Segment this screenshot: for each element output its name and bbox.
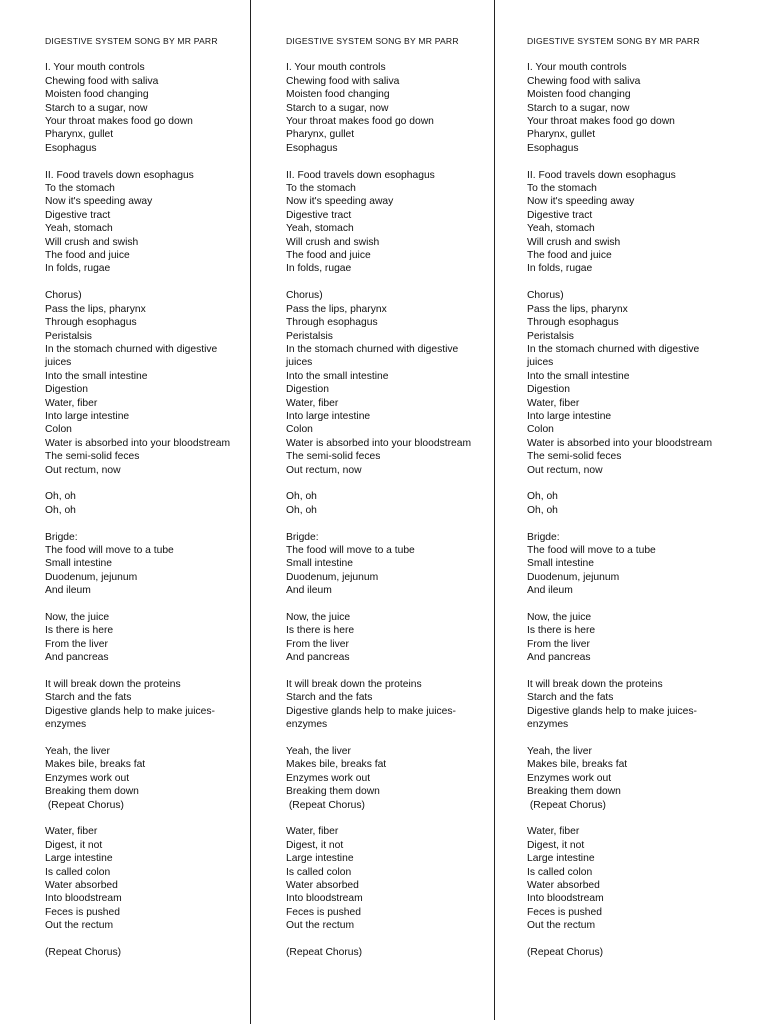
lyric-line: Peristalsis <box>286 330 333 342</box>
stanza <box>286 61 482 155</box>
lyric-line: Pharynx, gullet <box>45 129 114 141</box>
lyric-line: I. Your mouth controls <box>527 62 627 74</box>
lyric-line: (Repeat Chorus) <box>527 799 606 811</box>
stanza <box>286 825 482 932</box>
lyric-line: Is there is here <box>45 625 114 637</box>
lyric-line: Digestive glands help to make juices-enzymes <box>286 705 456 731</box>
lyric-line: Digestive tract <box>286 209 352 221</box>
lyric-line: The food will move to a tube <box>45 544 174 556</box>
lyric-line: Moisten food changing <box>527 89 631 101</box>
lyric-line: Brigde: <box>286 531 319 543</box>
lyrics-column-1 <box>45 35 241 973</box>
lyric-line: Starch to a sugar, now <box>286 102 389 114</box>
lyric-line: Now it's speeding away <box>527 196 635 208</box>
lyric-line: The semi-solid feces <box>527 451 622 463</box>
lyric-line: Colon <box>286 424 313 436</box>
lyric-line: Feces is pushed <box>45 906 120 918</box>
lyric-line: Is called colon <box>286 866 352 878</box>
lyric-line: Breaking them down <box>527 786 621 798</box>
stanza <box>286 678 482 732</box>
lyric-line: Water, fiber <box>527 397 580 409</box>
column-divider <box>494 0 495 1020</box>
lyric-line: Out the rectum <box>45 920 114 932</box>
lyric-line: Will crush and swish <box>286 236 380 248</box>
lyric-line: Into large intestine <box>527 410 612 422</box>
lyric-line: Enzymes work out <box>45 772 130 784</box>
stanza <box>286 531 482 598</box>
lyric-line: Pharynx, gullet <box>527 129 596 141</box>
lyric-line: Enzymes work out <box>286 772 371 784</box>
lyric-line: Digestive tract <box>45 209 111 221</box>
lyric-line: Duodenum, jejunum <box>527 571 620 583</box>
lyric-line: Into the small intestine <box>286 370 389 382</box>
lyric-line: (Repeat Chorus) <box>286 947 363 959</box>
lyric-line: Moisten food changing <box>45 89 149 101</box>
lyric-line: Out the rectum <box>527 920 596 932</box>
lyric-line: Will crush and swish <box>45 236 139 248</box>
lyric-line: Chorus) <box>286 290 323 302</box>
lyric-line: Is there is here <box>527 625 596 637</box>
stanza <box>286 490 482 517</box>
lyric-line: Starch to a sugar, now <box>527 102 630 114</box>
lyric-line: Into bloodstream <box>286 893 363 905</box>
lyric-line: Water is absorbed into your bloodstream <box>527 437 713 449</box>
lyric-line: Oh, oh <box>527 491 558 503</box>
lyric-line: Yeah, the liver <box>286 746 351 758</box>
lyric-line: I. Your mouth controls <box>286 62 386 74</box>
lyric-line: Digestive glands help to make juices-enzymes <box>527 705 697 731</box>
lyric-line: The food and juice <box>45 250 130 262</box>
lyric-line: Oh, oh <box>286 504 317 516</box>
lyric-line: Is there is here <box>286 625 355 637</box>
lyric-line: Into bloodstream <box>527 893 604 905</box>
stanza <box>286 611 482 665</box>
stanza <box>45 745 241 812</box>
lyric-line: Colon <box>45 424 72 436</box>
lyric-line: Will crush and swish <box>527 236 621 248</box>
lyric-line: Into the small intestine <box>527 370 630 382</box>
stanza <box>527 611 723 665</box>
lyric-line: Chewing food with saliva <box>45 75 159 87</box>
lyric-line: Yeah, stomach <box>286 223 354 235</box>
stanza <box>286 745 482 812</box>
lyric-line: Small intestine <box>45 558 112 570</box>
lyric-line: Now, the juice <box>286 611 351 623</box>
lyric-line: Into bloodstream <box>45 893 122 905</box>
lyric-line: Oh, oh <box>45 491 76 503</box>
lyric-line: Water, fiber <box>45 397 98 409</box>
lyric-line: Esophagus <box>527 142 579 154</box>
lyric-line: Moisten food changing <box>286 89 390 101</box>
lyric-line: Feces is pushed <box>527 906 602 918</box>
lyric-line: Yeah, the liver <box>527 746 592 758</box>
stanza <box>45 490 241 517</box>
lyric-line: Now it's speeding away <box>45 196 153 208</box>
stanza-list <box>45 61 241 959</box>
stanza <box>45 611 241 665</box>
lyric-line: Through esophagus <box>527 317 619 329</box>
lyric-line: Starch and the fats <box>286 692 373 704</box>
lyric-line: Makes bile, breaks fat <box>45 759 146 771</box>
document-title: DIGESTIVE SYSTEM SONG BY MR PARR <box>286 36 459 46</box>
lyric-line: Water, fiber <box>527 826 580 838</box>
lyric-line: Water, fiber <box>286 826 339 838</box>
lyric-line: II. Food travels down esophagus <box>45 169 194 181</box>
lyric-line: It will break down the proteins <box>45 679 181 690</box>
lyric-line: (Repeat Chorus) <box>45 799 124 811</box>
lyric-line: Digestion <box>527 384 570 396</box>
lyric-line: It will break down the proteins <box>286 679 422 690</box>
lyric-line: (Repeat Chorus) <box>286 799 365 811</box>
stanza <box>286 169 482 276</box>
stanza <box>45 678 241 732</box>
stanza <box>527 825 723 932</box>
lyric-line: Chewing food with saliva <box>286 75 400 87</box>
lyric-line: Now, the juice <box>527 611 592 623</box>
lyric-line: The semi-solid feces <box>45 451 140 463</box>
lyric-line: Feces is pushed <box>286 906 361 918</box>
lyrics-column-3 <box>527 35 723 973</box>
lyric-line: Yeah, the liver <box>45 746 110 758</box>
lyric-line: Yeah, stomach <box>45 223 113 235</box>
lyric-line: Pass the lips, pharynx <box>286 303 387 315</box>
stanza <box>527 678 723 732</box>
lyric-line: Small intestine <box>527 558 594 570</box>
stanza <box>45 531 241 598</box>
lyric-line: Into large intestine <box>45 410 130 422</box>
lyric-line: Pass the lips, pharynx <box>45 303 146 315</box>
lyric-line: II. Food travels down esophagus <box>527 169 676 181</box>
lyric-line: Duodenum, jejunum <box>45 571 138 583</box>
lyric-line: Into the small intestine <box>45 370 148 382</box>
lyric-line: Your throat makes food go down <box>45 116 193 128</box>
lyric-line: Water is absorbed into your bloodstream <box>45 437 231 449</box>
lyric-line: To the stomach <box>286 183 356 195</box>
lyric-line: Small intestine <box>286 558 353 570</box>
stanza <box>45 169 241 276</box>
lyric-line: Esophagus <box>286 142 338 154</box>
lyric-line: In the stomach churned with digestive juices <box>45 343 221 369</box>
lyric-line: Chewing food with saliva <box>527 75 641 87</box>
lyric-line: Your throat makes food go down <box>527 116 675 128</box>
lyric-line: Your throat makes food go down <box>286 116 434 128</box>
lyric-line: Digestive tract <box>527 209 593 221</box>
lyric-line: The semi-solid feces <box>286 451 381 463</box>
lyric-line: Digest, it not <box>45 839 103 851</box>
lyric-line: In folds, rugae <box>527 263 593 275</box>
lyric-line: Starch to a sugar, now <box>45 102 148 114</box>
stanza <box>527 490 723 517</box>
lyric-line: Colon <box>527 424 554 436</box>
column-divider <box>250 0 251 1024</box>
stanza <box>286 946 482 959</box>
stanza <box>527 531 723 598</box>
stanza <box>45 825 241 932</box>
lyric-line: The food and juice <box>286 250 371 262</box>
lyric-line: And ileum <box>286 585 332 597</box>
stanza-list <box>527 61 723 959</box>
lyric-line: Breaking them down <box>45 786 139 798</box>
lyric-line: Water, fiber <box>45 826 98 838</box>
lyric-line: Brigde: <box>45 531 78 543</box>
lyric-line: Enzymes work out <box>527 772 612 784</box>
lyric-line: Out rectum, now <box>45 464 121 476</box>
lyric-line: Through esophagus <box>286 317 378 329</box>
lyric-line: Digest, it not <box>527 839 585 851</box>
lyric-line: And ileum <box>527 585 573 597</box>
lyric-line: Into large intestine <box>286 410 371 422</box>
document-title: DIGESTIVE SYSTEM SONG BY MR PARR <box>527 36 700 46</box>
lyric-line: Water, fiber <box>286 397 339 409</box>
lyric-line: The food and juice <box>527 250 612 262</box>
document-title: DIGESTIVE SYSTEM SONG BY MR PARR <box>45 36 218 46</box>
stanza <box>45 61 241 155</box>
lyric-line: Chorus) <box>45 290 82 302</box>
lyric-line: Oh, oh <box>527 504 558 516</box>
lyric-line: In folds, rugae <box>45 263 111 275</box>
lyric-line: From the liver <box>286 638 349 650</box>
stanza <box>527 289 723 477</box>
lyric-line: (Repeat Chorus) <box>527 947 604 959</box>
stanza-list <box>286 61 482 959</box>
lyric-line: Makes bile, breaks fat <box>286 759 387 771</box>
lyric-line: Water is absorbed into your bloodstream <box>286 437 472 449</box>
lyric-line: Pass the lips, pharynx <box>527 303 628 315</box>
lyric-line: And pancreas <box>527 652 591 664</box>
lyric-line: Out rectum, now <box>527 464 603 476</box>
lyric-line: Peristalsis <box>45 330 92 342</box>
lyric-line: Large intestine <box>527 853 595 865</box>
lyric-line: Starch and the fats <box>45 692 132 704</box>
lyric-line: Now it's speeding away <box>286 196 394 208</box>
lyric-line: Yeah, stomach <box>527 223 595 235</box>
lyric-line: Water absorbed <box>45 880 118 892</box>
stanza <box>45 946 241 959</box>
lyric-line: Brigde: <box>527 531 560 543</box>
lyric-line: From the liver <box>45 638 108 650</box>
lyric-line: Large intestine <box>286 853 354 865</box>
lyric-line: Through esophagus <box>45 317 137 329</box>
lyric-line: In the stomach churned with digestive juices <box>527 343 703 369</box>
stanza <box>527 61 723 155</box>
lyric-line: Out rectum, now <box>286 464 362 476</box>
lyric-line: It will break down the proteins <box>527 679 663 690</box>
stanza <box>527 745 723 812</box>
stanza <box>527 946 723 959</box>
lyric-line: To the stomach <box>45 183 115 195</box>
lyric-line: And pancreas <box>45 652 109 664</box>
lyric-line: Digestion <box>45 384 88 396</box>
lyric-line: Makes bile, breaks fat <box>527 759 628 771</box>
lyric-line: Large intestine <box>45 853 113 865</box>
lyric-line: Water absorbed <box>527 880 600 892</box>
lyric-line: The food will move to a tube <box>286 544 415 556</box>
stanza <box>286 289 482 477</box>
lyric-line: In the stomach churned with digestive juices <box>286 343 462 369</box>
lyric-line: Digestion <box>286 384 329 396</box>
lyric-line: Esophagus <box>45 142 97 154</box>
lyric-line: To the stomach <box>527 183 597 195</box>
lyrics-column-2 <box>286 35 482 973</box>
lyric-line: Digestive glands help to make juices-enzymes <box>45 705 215 731</box>
stanza <box>45 289 241 477</box>
lyric-line: Starch and the fats <box>527 692 614 704</box>
lyric-line: Out the rectum <box>286 920 355 932</box>
lyric-line: Now, the juice <box>45 611 110 623</box>
lyric-line: Water absorbed <box>286 880 359 892</box>
lyric-line: In folds, rugae <box>286 263 352 275</box>
lyric-line: The food will move to a tube <box>527 544 656 556</box>
lyric-line: Oh, oh <box>45 504 76 516</box>
lyric-line: Peristalsis <box>527 330 574 342</box>
lyric-line: (Repeat Chorus) <box>45 947 122 959</box>
lyric-line: Pharynx, gullet <box>286 129 355 141</box>
lyric-line: Duodenum, jejunum <box>286 571 379 583</box>
lyric-line: Is called colon <box>527 866 593 878</box>
stanza <box>527 169 723 276</box>
lyric-line: II. Food travels down esophagus <box>286 169 435 181</box>
lyric-line: Digest, it not <box>286 839 344 851</box>
lyric-line: Oh, oh <box>286 491 317 503</box>
lyric-line: Chorus) <box>527 290 564 302</box>
lyric-line: And pancreas <box>286 652 350 664</box>
lyric-line: I. Your mouth controls <box>45 62 145 74</box>
lyric-line: From the liver <box>527 638 590 650</box>
lyric-line: Is called colon <box>45 866 111 878</box>
lyric-line: And ileum <box>45 585 91 597</box>
lyric-line: Breaking them down <box>286 786 380 798</box>
